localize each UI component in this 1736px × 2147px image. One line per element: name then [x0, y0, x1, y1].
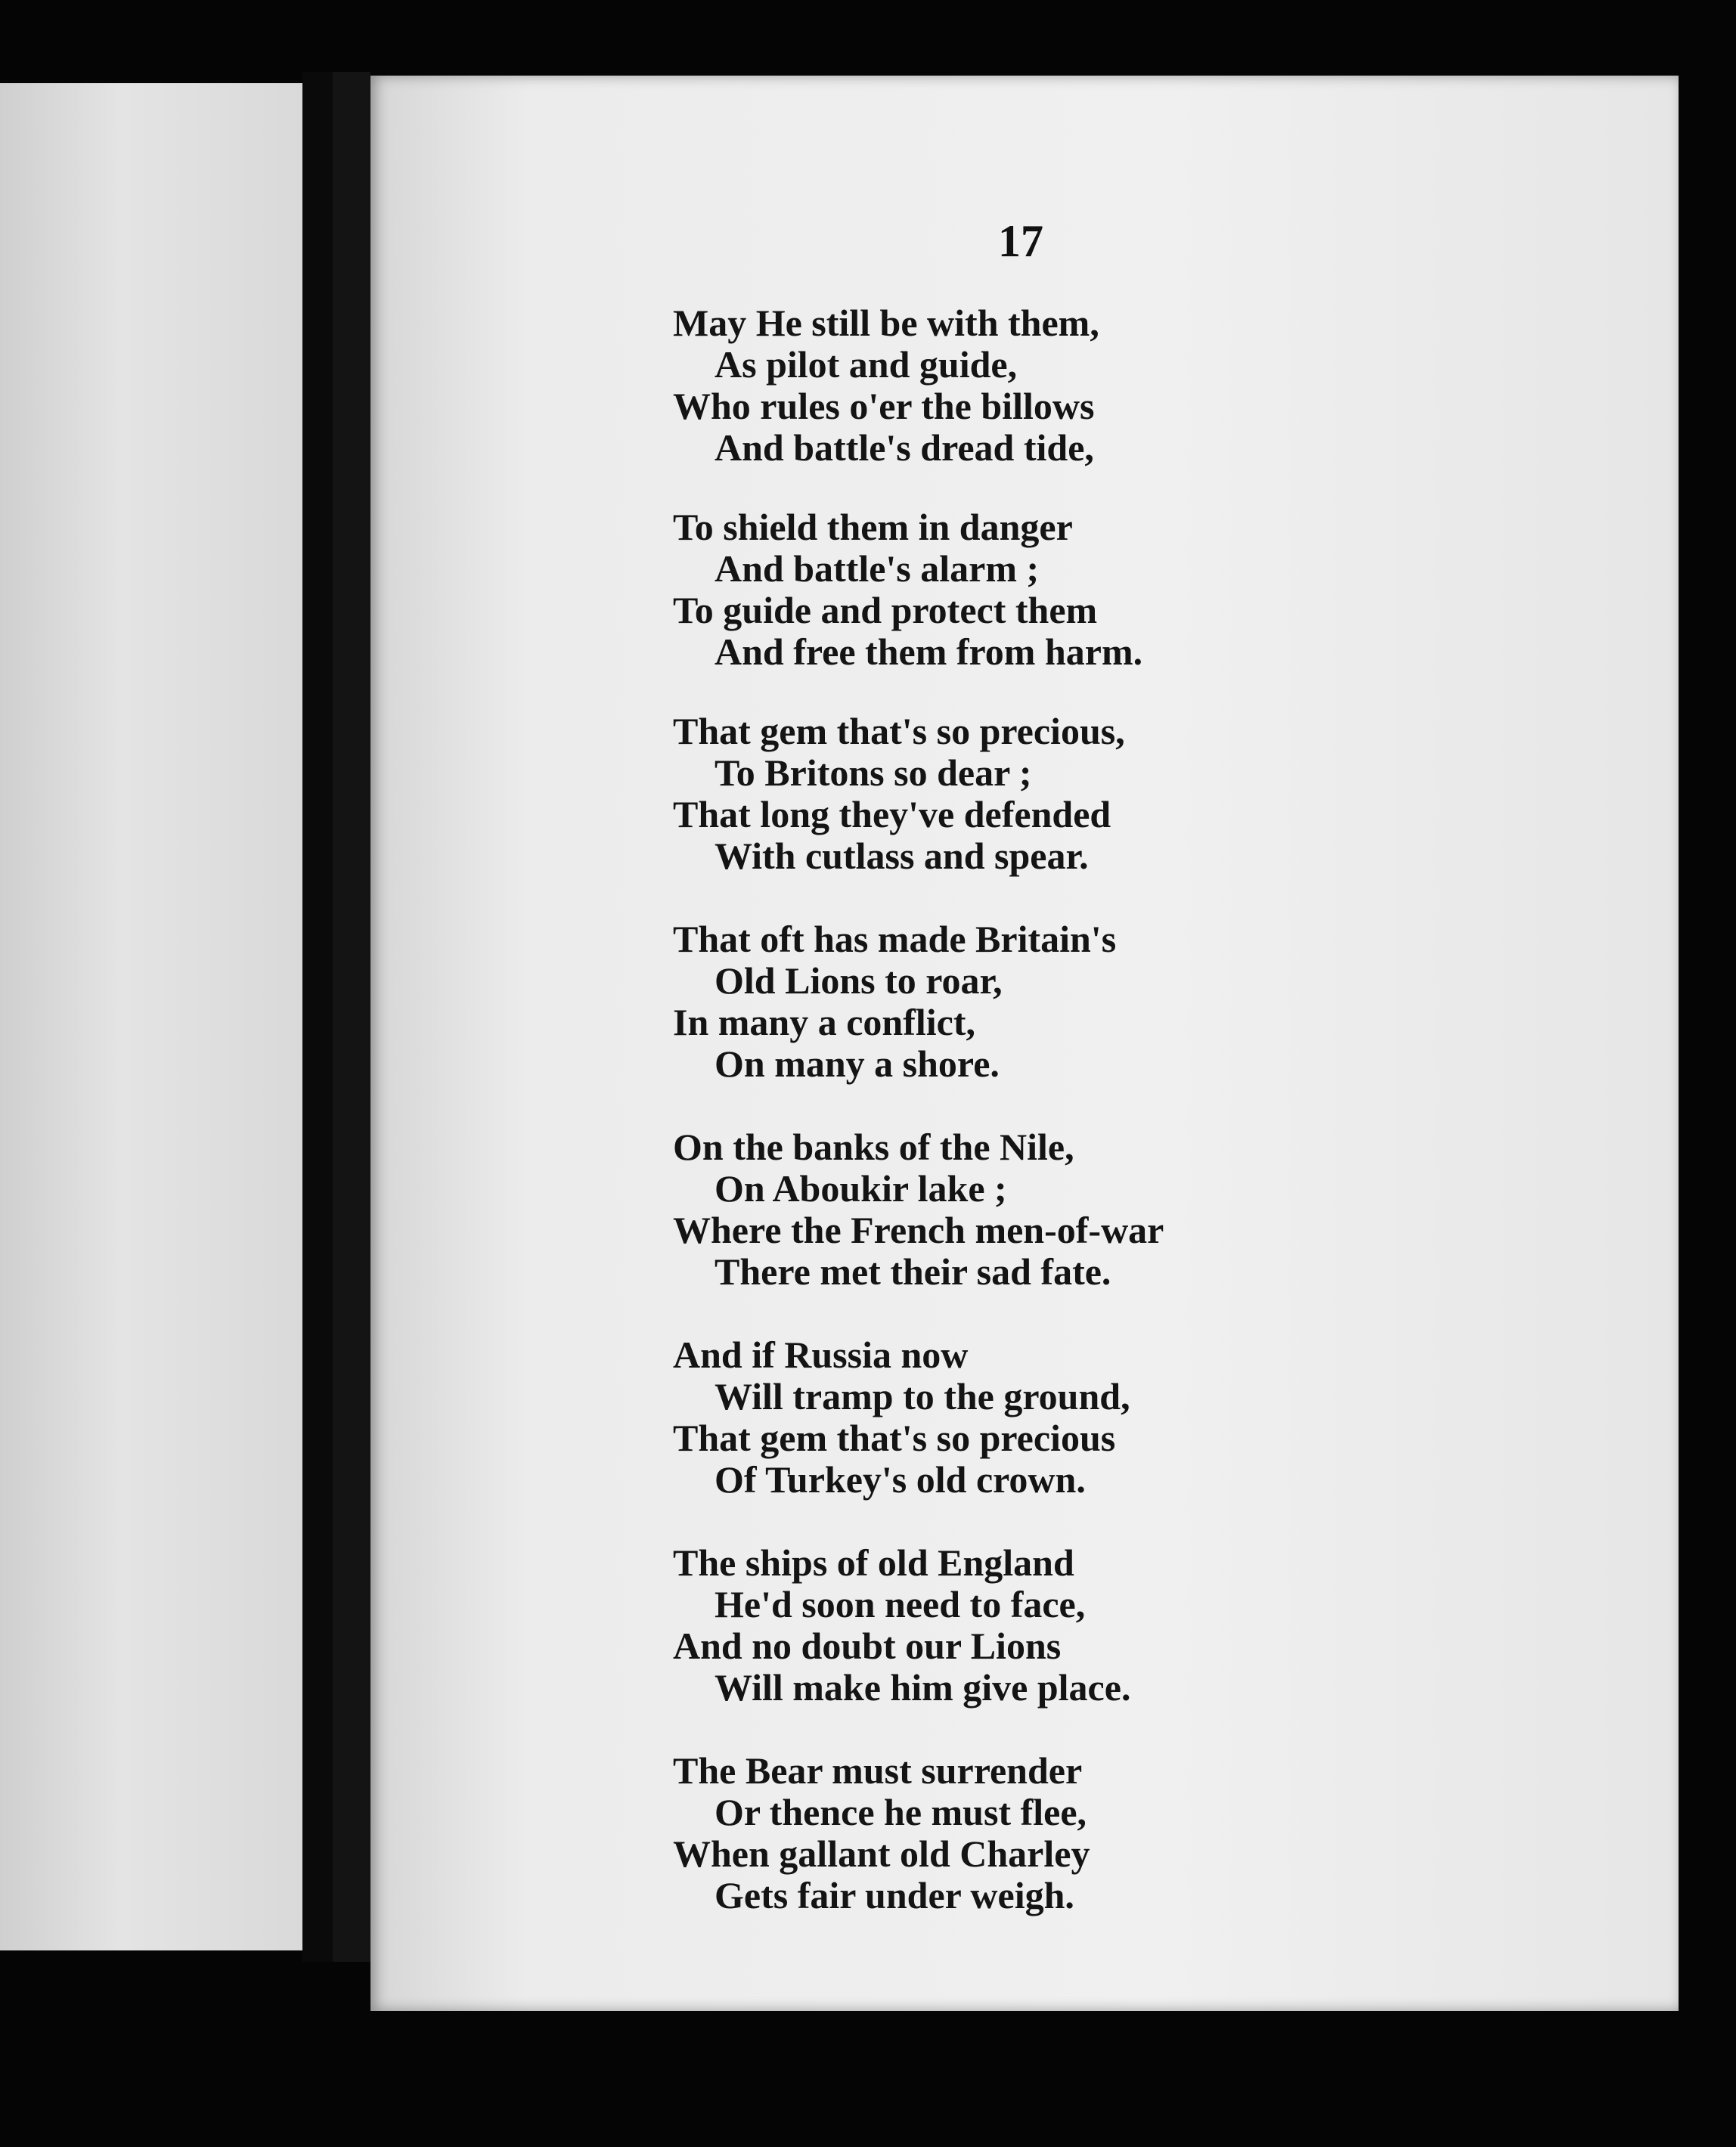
- verse-line: And battle's alarm ;: [715, 547, 1040, 590]
- verse-line: Old Lions to roar,: [715, 959, 1003, 1002]
- verse-line: To Britons so dear ;: [715, 751, 1032, 794]
- verse-line: Or thence he must flee,: [715, 1791, 1087, 1833]
- verse-line: Of Turkey's old crown.: [715, 1458, 1086, 1501]
- stanza: [673, 1750, 1467, 1916]
- verse-line: To shield them in danger: [673, 506, 1073, 548]
- stanza: [673, 1542, 1467, 1709]
- verse-line: In many a conflict,: [673, 1001, 975, 1043]
- verse-line: And no doubt our Lions: [673, 1625, 1062, 1667]
- verse-line: On Aboukir lake ;: [715, 1167, 1007, 1210]
- verse-line: Will make him give place.: [715, 1666, 1131, 1709]
- verse-line: To guide and protect them: [673, 589, 1098, 631]
- verse-line: And if Russia now: [673, 1334, 969, 1376]
- stanza: [673, 919, 1467, 1085]
- verse-line: That gem that's so precious,: [673, 710, 1125, 752]
- verse-line: The ships of old England: [673, 1541, 1074, 1584]
- verse-line: There met their sad fate.: [715, 1250, 1111, 1293]
- verse-line: As pilot and guide,: [715, 343, 1018, 386]
- stanza: [673, 711, 1467, 877]
- verse-line: And battle's dread tide,: [715, 426, 1094, 469]
- page-number: 17: [998, 216, 1043, 266]
- verse-line: And free them from harm.: [715, 630, 1143, 673]
- verse-line: That long they've defended: [673, 793, 1111, 835]
- verse-line: That gem that's so precious: [673, 1417, 1116, 1459]
- verse-line: That oft has made Britain's: [673, 918, 1117, 960]
- verse-line: With cutlass and spear.: [715, 835, 1089, 877]
- verse-line: He'd soon need to face,: [715, 1583, 1086, 1625]
- page-gutter: [302, 72, 333, 1962]
- stanza: [673, 1126, 1467, 1293]
- facing-page: [0, 83, 302, 1950]
- verse-line: May He still be with them,: [673, 302, 1099, 344]
- verse-line: Will tramp to the ground,: [715, 1375, 1130, 1417]
- verse-line: When gallant old Charley: [673, 1833, 1090, 1875]
- stanza: [673, 302, 1467, 469]
- stanza: [673, 1334, 1467, 1501]
- verse-line: Who rules o'er the billows: [673, 385, 1095, 427]
- verse-line: Gets fair under weigh.: [715, 1874, 1074, 1916]
- verse-line: On many a shore.: [715, 1043, 1000, 1085]
- book-spine: [333, 72, 370, 1962]
- verse-line: On the banks of the Nile,: [673, 1126, 1074, 1168]
- verse-line: Where the French men-of-war: [673, 1209, 1164, 1251]
- stanza: [673, 507, 1467, 673]
- verse-line: The Bear must surrender: [673, 1749, 1083, 1792]
